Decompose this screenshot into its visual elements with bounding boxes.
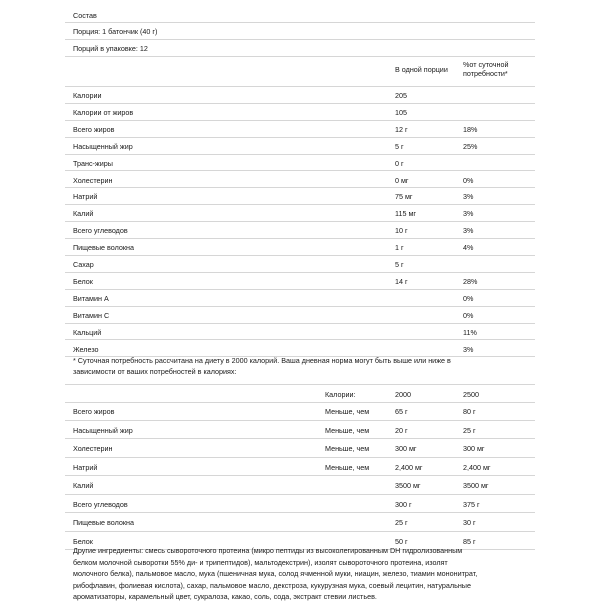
nutrient-daily-percent: 18% bbox=[463, 124, 478, 134]
calories-label: Калории: bbox=[325, 390, 356, 399]
col-per-serving: В одной порции bbox=[395, 65, 448, 74]
nutrient-daily-percent: 0% bbox=[463, 310, 474, 320]
nutrient-amount: 5 г bbox=[395, 141, 404, 151]
limit-2500: 375 г bbox=[463, 499, 480, 509]
nutrient-name: Белок bbox=[73, 276, 93, 286]
limit-2000: 50 г bbox=[395, 536, 408, 546]
nutrient-name: Натрий bbox=[73, 192, 98, 202]
limit-nutrient-name: Всего углеводов bbox=[73, 499, 128, 509]
table2-row bbox=[65, 420, 535, 440]
nutrient-daily-percent: 3% bbox=[463, 344, 474, 354]
nutrient-amount: 0 мг bbox=[395, 175, 409, 185]
nutrient-name: Транс-жиры bbox=[73, 158, 113, 168]
nutrient-name: Кальций bbox=[73, 327, 102, 337]
limit-2500: 25 г bbox=[463, 425, 476, 435]
limit-nutrient-name: Белок bbox=[73, 536, 93, 546]
limit-2500: 3500 мг bbox=[463, 481, 489, 490]
table1-header-row bbox=[65, 56, 535, 87]
table1-row bbox=[65, 120, 535, 138]
nutrient-amount: 14 г bbox=[395, 276, 408, 286]
nutrient-amount: 12 г bbox=[395, 124, 408, 134]
calories-2500: 2500 bbox=[463, 390, 479, 399]
limit-nutrient-name: Холестерин bbox=[73, 444, 113, 453]
limit-nutrient-name: Пищевые волокна bbox=[73, 518, 134, 527]
table1-row bbox=[65, 154, 535, 172]
nutrient-daily-percent: 11% bbox=[463, 327, 477, 337]
nutrient-amount: 105 bbox=[395, 107, 407, 117]
nutrient-daily-percent: 3% bbox=[463, 192, 474, 202]
table1-row bbox=[65, 204, 535, 222]
nutrient-amount: 5 г bbox=[395, 260, 404, 269]
table2-row bbox=[65, 438, 535, 458]
limit-nutrient-name: Насыщенный жир bbox=[73, 425, 133, 435]
serving-size: Порция: 1 батончик (40 г) bbox=[73, 27, 158, 36]
ingredients-line: белком молочной сыворотки 55% ди- и трипептидов), мальтодекстрин), изолят сывороточного протеина, изолят bbox=[73, 557, 448, 567]
table1-row bbox=[65, 289, 535, 307]
limit-2500: 85 г bbox=[463, 536, 476, 546]
nutrient-daily-percent: 0% bbox=[463, 175, 474, 185]
serving-row bbox=[65, 22, 535, 40]
nutrient-amount: 0 г bbox=[395, 158, 404, 168]
other-ingredients bbox=[73, 545, 533, 603]
nutrient-name: Калории bbox=[73, 91, 102, 100]
table2-row bbox=[65, 475, 535, 495]
col-daily-line2: потребности* bbox=[463, 69, 508, 78]
servings-per-pack: Порций в упаковке: 12 bbox=[73, 44, 148, 53]
table2-row bbox=[65, 512, 535, 532]
footnote-line2: зависимости от ваших потребностей в калориях: bbox=[73, 367, 237, 376]
nutrient-name: Сахар bbox=[73, 260, 94, 269]
nutrient-amount: 115 мг bbox=[395, 209, 417, 219]
ingredients-line: молочного белка), пальмовое масло, мука (пшеничная мука, солод ячменной муки, ниацин, железо, тиамин мононитрат, bbox=[73, 569, 478, 578]
table1-row bbox=[65, 171, 535, 189]
limit-nutrient-name: Калий bbox=[73, 481, 94, 490]
table1-row bbox=[65, 187, 535, 205]
table1-row bbox=[65, 323, 535, 341]
table1-row bbox=[65, 255, 535, 273]
footnote-line1: * Суточная потребность рассчитана на диету в 2000 калорий. Ваша дневная норма могут быть выше или ниже в bbox=[73, 356, 451, 365]
limit-2000: 2,400 мг bbox=[395, 462, 423, 472]
col-daily-value bbox=[463, 60, 508, 78]
nutrient-name: Калории от жиров bbox=[73, 107, 134, 117]
table2-row bbox=[65, 494, 535, 514]
ingredients-line: ароматизаторы, карамельный цвет, сукралоза, какао, соль, сода, экстракт стевии листьев. bbox=[73, 592, 377, 601]
nutrient-amount: 10 г bbox=[395, 226, 408, 236]
nutrient-name: Витамин С bbox=[73, 310, 110, 320]
limit-2000: 300 г bbox=[395, 499, 412, 509]
limit-2000: 20 г bbox=[395, 425, 408, 435]
limit-nutrient-name: Натрий bbox=[73, 462, 98, 472]
nutrient-amount: 75 мг bbox=[395, 192, 413, 202]
calories-2000: 2000 bbox=[395, 390, 411, 399]
nutrient-daily-percent: 0% bbox=[463, 293, 474, 303]
limit-2500: 300 мг bbox=[463, 444, 485, 453]
table1-row bbox=[65, 86, 535, 104]
nutrient-daily-percent: 4% bbox=[463, 243, 474, 253]
limit-2500: 2,400 мг bbox=[463, 462, 491, 472]
nutrient-name: Витамин А bbox=[73, 293, 109, 303]
table2-row bbox=[65, 457, 535, 477]
section-title: Состав bbox=[73, 11, 97, 20]
limit-2500: 80 г bbox=[463, 407, 476, 416]
nutrient-daily-percent: 28% bbox=[463, 276, 478, 286]
nutrient-name: Холестерин bbox=[73, 175, 113, 185]
limit-2000: 300 мг bbox=[395, 444, 417, 453]
limit-qualifier: Меньше, чем bbox=[325, 444, 370, 453]
nutrient-name: Железо bbox=[73, 344, 99, 354]
limit-2500: 30 г bbox=[463, 518, 476, 527]
limit-qualifier: Меньше, чем bbox=[325, 462, 370, 472]
ingredients-line: Другие ингредиенты: смесь сывороточного протеина (микро пептиды из высоколегированным DH гидролизованным bbox=[73, 546, 463, 555]
limit-qualifier: Меньше, чем bbox=[325, 407, 370, 416]
nutrient-daily-percent: 3% bbox=[463, 226, 474, 236]
nutrient-amount: 205 bbox=[395, 91, 407, 100]
nutrient-name: Всего жиров bbox=[73, 124, 115, 134]
table1-row bbox=[65, 238, 535, 256]
table1-row bbox=[65, 306, 535, 324]
table1-row bbox=[65, 272, 535, 290]
header-title-row bbox=[65, 5, 535, 23]
table1-row bbox=[65, 103, 535, 121]
nutrient-daily-percent: 25% bbox=[463, 141, 478, 151]
nutrient-name: Пищевые волокна bbox=[73, 243, 134, 253]
nutrient-name: Калий bbox=[73, 209, 94, 219]
limit-nutrient-name: Всего жиров bbox=[73, 407, 115, 416]
nutrient-name: Всего углеводов bbox=[73, 226, 128, 236]
ingredients-line: рибофлавин, фолиевая кислота), сахар, пальмовое масло, декстроза, кукурузная мука, соевый лецитин, натуральные bbox=[73, 580, 471, 590]
limit-2000: 3500 мг bbox=[395, 481, 421, 490]
table2-row bbox=[65, 401, 535, 421]
limit-2000: 25 г bbox=[395, 518, 408, 527]
footnote bbox=[73, 355, 533, 377]
nutrient-name: Насыщенный жир bbox=[73, 141, 133, 151]
table1-row bbox=[65, 221, 535, 239]
limit-2000: 65 г bbox=[395, 407, 408, 416]
nutrient-amount: 1 г bbox=[395, 243, 404, 253]
table1-row bbox=[65, 137, 535, 155]
nutrient-daily-percent: 3% bbox=[463, 209, 474, 219]
limit-qualifier: Меньше, чем bbox=[325, 425, 370, 435]
servings-per-pack-row bbox=[65, 39, 535, 57]
col-daily-line1: %от суточной bbox=[463, 60, 509, 69]
